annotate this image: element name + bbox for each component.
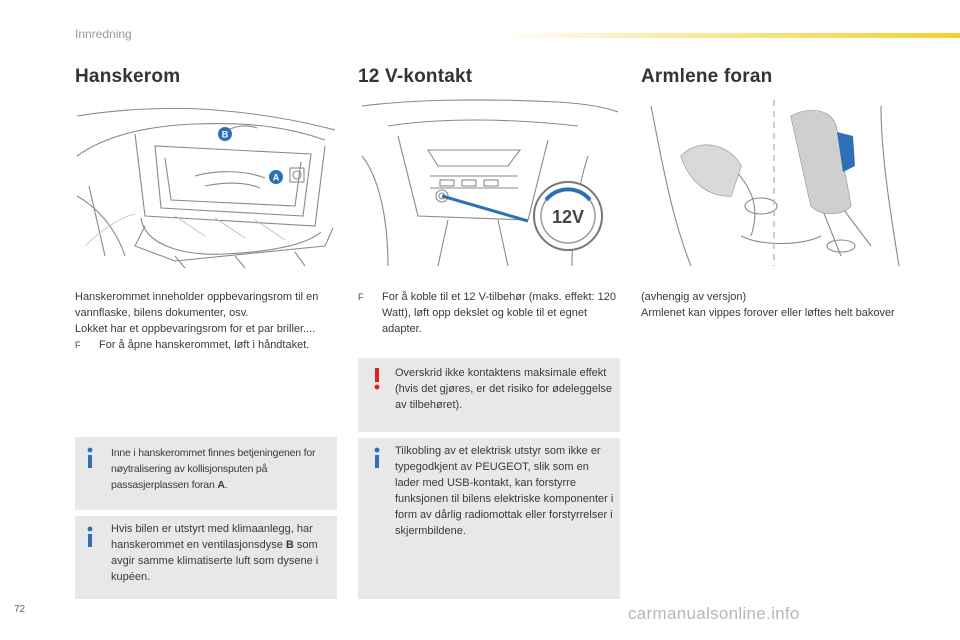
- socket-drawing: [358, 96, 620, 270]
- airbag-info-box: [75, 437, 337, 510]
- page-number: 72: [14, 604, 26, 615]
- warning-icon: [372, 368, 382, 390]
- glovebox-bullet: [75, 337, 337, 353]
- ventilation-info-part2: som avgir samme klimatiserte luft som dysene i kupéen.: [111, 539, 319, 583]
- watermark: carmanualsonline.info: [628, 604, 800, 623]
- armrest-title: Armlene foran: [641, 66, 773, 87]
- bullet-marker: F: [358, 292, 364, 302]
- armrest-version-note: (avhengig av versjon): [641, 291, 747, 303]
- armrest-illustration: [641, 96, 903, 270]
- armrest-drawing: [641, 96, 903, 270]
- glovebox-lid-text: Lokket har et oppbevaringsrom for et par briller....: [75, 323, 316, 335]
- info-icon: [85, 526, 95, 548]
- airbag-info-sentence: Inne i hanskerommet finnes betjeningenen for nøytralisering av kollisjonsputen på passasjerplassen foran: [111, 447, 316, 491]
- section-label: Innredning: [75, 27, 132, 41]
- callout-a: A: [272, 172, 280, 183]
- glovebox-body: [75, 289, 337, 353]
- ventilation-info-part1: Hvis bilen er utstyrt med klimaanlegg, har hanskerommet en ventilasjonsdyse: [111, 523, 313, 551]
- ventilation-info-text: [111, 521, 333, 585]
- glovebox-bullet-text: For å åpne hanskerommet, løft i håndtaket.: [99, 339, 310, 351]
- ventilation-info-ref: B: [285, 539, 294, 551]
- bullet-marker: F: [75, 340, 81, 350]
- socket-warning-text: Overskrid ikke kontaktens maksimale effekt (hvis det gjøres, er det risiko for ødeleggelse av tilbehøret).: [395, 367, 613, 411]
- airbag-info-ref: A: [217, 479, 225, 491]
- glovebox-illustration: [75, 96, 337, 270]
- armrest-body: [641, 289, 903, 321]
- socket-body: [358, 289, 620, 337]
- socket-bullet: [358, 289, 620, 337]
- ventilation-info-box: [75, 516, 337, 599]
- airbag-info-text: [111, 445, 333, 493]
- socket-label: 12V: [551, 207, 585, 227]
- glovebox-drawing: [75, 96, 337, 270]
- info-icon: [85, 447, 95, 469]
- socket-illustration: [358, 96, 620, 270]
- socket-info-box: [358, 438, 620, 599]
- socket-info-text: Tilkobling av et elektrisk utstyr som ikke er typegodkjent av PEUGEOT, slik som en lader med USB-kontakt, kan forstyrre funksjonen til bilens elektriske komponenter i form av dårlig radiomottak eller forstyrrelser i skjermbildene.: [395, 445, 614, 537]
- armrest-description: Armlenet kan vippes forover eller løftes helt bakover: [641, 307, 895, 319]
- socket-title: 12 V-kontakt: [358, 66, 473, 87]
- socket-bullet-text: For å koble til et 12 V-tilbehør (maks. effekt: 120 Watt), løft opp dekslet og koble til et egnet adapter.: [382, 291, 616, 335]
- info-icon: [372, 447, 382, 469]
- airbag-info-end: .: [224, 479, 228, 491]
- glovebox-title: Hanskerom: [75, 66, 181, 87]
- glovebox-description: Hanskerommet inneholder oppbevaringsrom til en vannflaske, bilens dokumenter, osv.: [75, 291, 319, 319]
- callout-b: B: [221, 129, 229, 140]
- header-accent-bar: [495, 33, 960, 38]
- socket-warning-box: [358, 358, 620, 432]
